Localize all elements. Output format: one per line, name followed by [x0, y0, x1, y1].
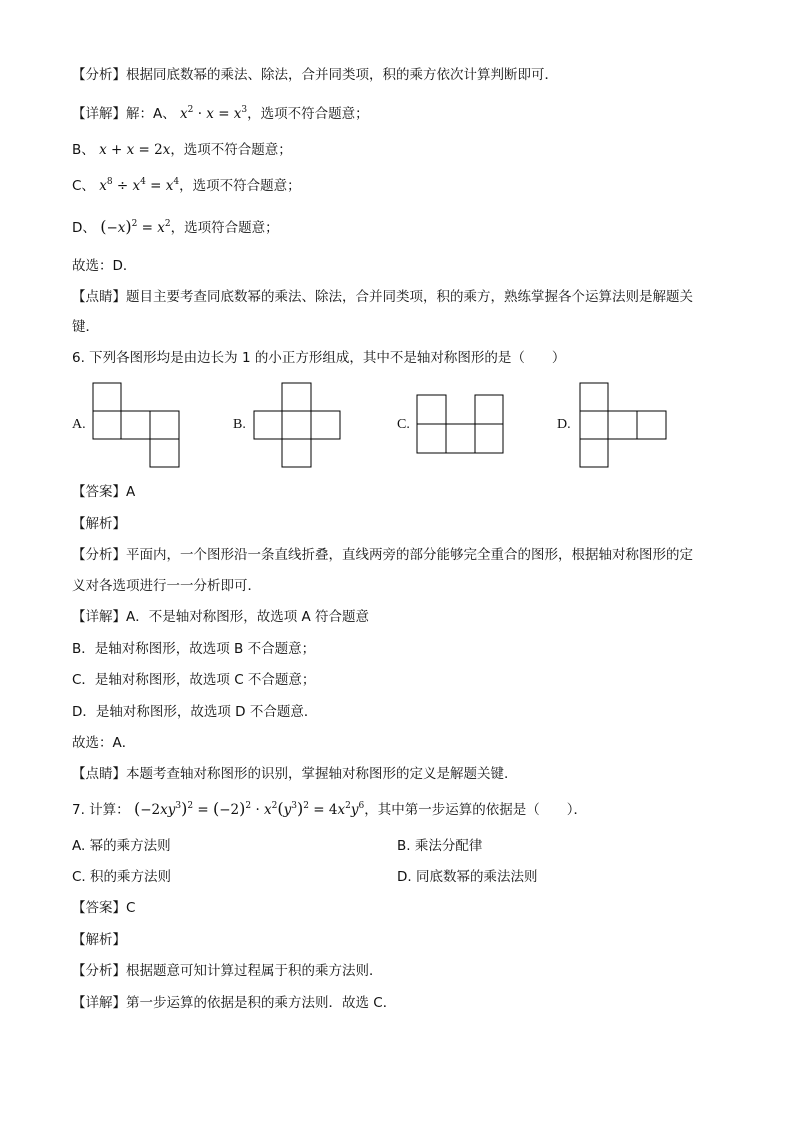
q7-question-line [72, 799, 587, 820]
analysis-text-1: 平面内，一个图形沿一条直线折叠，直线两旁的部分能够完全重合的图形，根据轴对称图形的定 [126, 547, 693, 563]
q6-figure-b [253, 382, 343, 468]
q7-option-d: D. 同底数幂的乘法法则 [397, 869, 538, 885]
analysis-tag: 【分析】 [72, 67, 126, 83]
analysis-tag: 【分析】 [72, 547, 126, 563]
b-result: ，选项不符合题意； [170, 142, 292, 158]
q6-option-c-label: C. [397, 417, 410, 432]
answer-tag: 【答案】 [72, 484, 126, 500]
s5-choice: 故选：D． [72, 258, 137, 274]
formula-b: x + x = 2x [99, 142, 171, 158]
q7-detail-line [72, 993, 396, 1013]
q6-analysis-line1 [72, 545, 693, 565]
q6-option-b-label: B. [233, 417, 246, 432]
q7-suffix: ，其中第一步运算的依据是（ ）． [364, 802, 587, 818]
q6-figure-c [416, 394, 506, 454]
q6-choice: 故选：A． [72, 735, 136, 751]
q6-figure-a [92, 382, 182, 468]
d-result: ，选项符合题意； [170, 220, 279, 236]
comment-text-1: 题目主要考查同底数幂的乘法、除法，合并同类项，积的乘方，熟练掌握各个运算法则是解题关 [126, 289, 693, 305]
q6-option-d-label: D. [557, 417, 571, 432]
c-result: ，选项不符合题意； [179, 178, 301, 194]
c-label: C、 [72, 178, 95, 194]
q7-analysis-line [72, 961, 383, 981]
analysis-text: 根据同底数幂的乘法、除法，合并同类项，积的乘方依次计算判断即可． [126, 67, 558, 83]
q6-figure-d [579, 382, 669, 468]
analysis-text: 根据题意可知计算过程属于积的乘方法则． [126, 963, 383, 979]
q6-parse-tag: 【解析】 [72, 516, 126, 532]
detail-tag: 【详解】 [72, 106, 126, 122]
s5-b-line [72, 140, 292, 160]
answer-value: A [126, 484, 136, 500]
formula-c: $x^8 \div x^4 = x^4$ [99, 177, 180, 194]
s5-analysis-line [72, 65, 558, 85]
s5-detail-a-line [72, 104, 369, 124]
q6-comment-line [72, 764, 508, 784]
s5-comment-line2: 键． [72, 319, 99, 335]
detail-prefix: 解：A、 [126, 106, 176, 122]
q7-formula: $(-2xy^3)^2 = (-2)^2 \cdot x^2(y^3)^2 = 4x^2y^6$ [133, 799, 365, 818]
s5-comment-line1 [72, 287, 693, 307]
comment-tag: 【点睛】 [72, 289, 126, 305]
q6-detail-a-line [72, 607, 369, 627]
detail-tag: 【详解】 [72, 609, 126, 625]
analysis-tag: 【分析】 [72, 963, 126, 979]
q7-option-a: A. 幂的乘方法则 [72, 838, 171, 854]
q7-option-b: B. 乘法分配律 [397, 838, 483, 854]
detail-tag: 【详解】 [72, 995, 126, 1011]
q7-parse-tag: 【解析】 [72, 932, 126, 948]
s5-c-line [72, 176, 301, 196]
q7-answer-line [72, 898, 135, 918]
answer-tag: 【答案】 [72, 900, 126, 916]
d-label: D、 [72, 220, 96, 236]
q6-answer-line [72, 482, 135, 502]
detail-a-text: A．不是轴对称图形，故选项 A 符合题意 [126, 609, 370, 625]
comment-text: 本题考查轴对称图形的识别，掌握轴对称图形的定义是解题关键. [126, 766, 509, 782]
b-label: B、 [72, 142, 95, 158]
answer-value: C [126, 900, 136, 916]
q6-option-a-label: A. [72, 417, 86, 432]
q6-question: 6. 下列各图形均是由边长为 1 的小正方形组成，其中不是轴对称图形的是（ ） [72, 350, 566, 366]
q7-prefix: 7. 计算： [72, 802, 130, 818]
formula-d: $(-x)^2 = x^2$ [100, 217, 171, 236]
q6-analysis-line2: 义对各选项进行一一分析即可． [72, 578, 261, 594]
formula-a: $x^2 \cdot x = x^3$ [180, 105, 248, 122]
q7-option-c: C. 积的乘方法则 [72, 869, 172, 885]
a-result: ，选项不符合题意； [247, 106, 369, 122]
s5-d-line [72, 217, 279, 238]
q6-detail-b: B．是轴对称图形，故选项 B 不合题意； [72, 641, 316, 657]
q6-detail-c: C．是轴对称图形，故选项 C 不合题意； [72, 672, 316, 688]
comment-tag: 【点睛】 [72, 766, 126, 782]
q6-detail-d: D．是轴对称图形，故选项 D 不合题意． [72, 704, 318, 720]
detail-text: 第一步运算的依据是积的乘方法则．故选 C． [126, 995, 397, 1011]
